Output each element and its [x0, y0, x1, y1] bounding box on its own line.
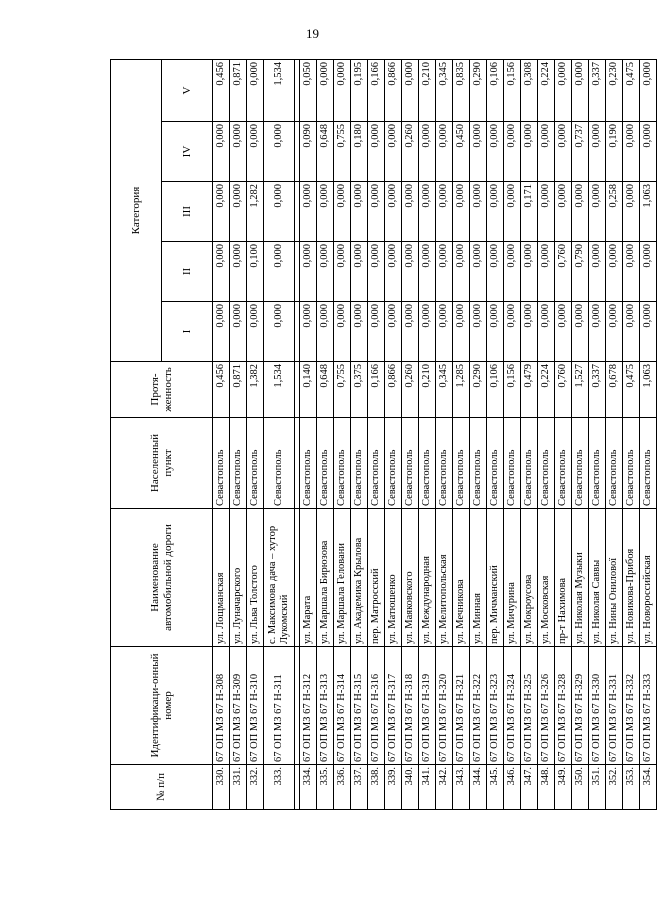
- category-1-cell: 0,000: [521, 302, 538, 362]
- category-2-cell: 0,790: [572, 242, 589, 302]
- category-2-cell: 0,000: [623, 242, 640, 302]
- category-5-cell: 0,000: [317, 59, 334, 121]
- rotated-table-container: [110, 60, 653, 810]
- category-5-cell: 0,000: [247, 59, 264, 121]
- row-number-cell: 330.: [213, 765, 230, 810]
- row-number-cell: 352.: [606, 765, 623, 810]
- category-4-cell: 0,000: [470, 122, 487, 182]
- row-number-cell: 333.: [264, 765, 295, 810]
- length-cell: 1,527: [572, 362, 589, 418]
- category-3-cell: 0,000: [419, 182, 436, 242]
- category-1-cell: 0,000: [351, 302, 368, 362]
- category-4-cell: 0,000: [538, 122, 555, 182]
- row-number-cell: 331.: [230, 765, 247, 810]
- table-row: [351, 59, 368, 809]
- header-id: Идентификаци-онный номер: [111, 647, 213, 765]
- road-id-cell: 67 ОП МЗ 67 Н-315: [351, 647, 368, 765]
- row-number-cell: 350.: [572, 765, 589, 810]
- category-3-cell: 0,000: [538, 182, 555, 242]
- road-id-cell: 67 ОП МЗ 67 Н-328: [555, 647, 572, 765]
- header-cat-5: V: [162, 59, 213, 121]
- category-3-cell: 0,000: [385, 182, 402, 242]
- table-row: [300, 59, 317, 809]
- category-3-cell: 0,000: [351, 182, 368, 242]
- header-cat-1: I: [162, 302, 213, 362]
- roads-table-body: [111, 59, 657, 809]
- road-name-cell: ул. Минная: [470, 509, 487, 647]
- row-number-cell: 346.: [504, 765, 521, 810]
- category-3-cell: 0,000: [300, 182, 317, 242]
- road-name-cell: ул. Николая Музыки: [572, 509, 589, 647]
- locality-cell: Севастополь: [436, 418, 453, 509]
- length-cell: 0,156: [504, 362, 521, 418]
- category-5-cell: 0,871: [230, 59, 247, 121]
- road-name-cell: ул. Мичурина: [504, 509, 521, 647]
- road-id-cell: 67 ОП МЗ 67 Н-324: [504, 647, 521, 765]
- road-id-cell: 67 ОП МЗ 67 Н-321: [453, 647, 470, 765]
- category-2-cell: 0,000: [453, 242, 470, 302]
- table-row: [264, 59, 295, 809]
- table-row: [640, 59, 657, 809]
- category-4-cell: 0,000: [264, 122, 295, 182]
- road-id-cell: 67 ОП МЗ 67 Н-318: [402, 647, 419, 765]
- road-name-cell: ул. Нины Онилової: [606, 509, 623, 647]
- row-number-cell: 351.: [589, 765, 606, 810]
- length-cell: 0,648: [317, 362, 334, 418]
- category-1-cell: 0,000: [623, 302, 640, 362]
- category-3-cell: 0,000: [487, 182, 504, 242]
- category-5-cell: 0,000: [572, 59, 589, 121]
- category-2-cell: 0,000: [385, 242, 402, 302]
- locality-cell: Севастополь: [453, 418, 470, 509]
- road-name-cell-text: с. Максимова дача – хутор Лукомский: [267, 525, 290, 644]
- row-number-cell: 353.: [623, 765, 640, 810]
- category-1-cell: 0,000: [589, 302, 606, 362]
- road-name-cell: ул. Лощманская: [213, 509, 230, 647]
- road-id-cell: 67 ОП МЗ 67 Н-312: [300, 647, 317, 765]
- road-name-cell: ул. Новороссийская: [640, 509, 657, 647]
- category-3-cell: 0,000: [555, 182, 572, 242]
- length-cell: 0,456: [213, 362, 230, 418]
- road-id-cell: 67 ОП МЗ 67 Н-322: [470, 647, 487, 765]
- table-row: [385, 59, 402, 809]
- road-name-cell: пр-т Нахимова: [555, 509, 572, 647]
- table-row: [368, 59, 385, 809]
- locality-cell: Севастополь: [213, 418, 230, 509]
- category-2-cell: 0,000: [504, 242, 521, 302]
- locality-cell: Севастополь: [230, 418, 247, 509]
- category-4-cell: 0,737: [572, 122, 589, 182]
- road-name-cell: ул. Московская: [538, 509, 555, 647]
- header-cat-3: III: [162, 182, 213, 242]
- category-3-cell: 0,000: [230, 182, 247, 242]
- table-row: [317, 59, 334, 809]
- category-2-cell: 0,000: [470, 242, 487, 302]
- table-row: [334, 59, 351, 809]
- category-3-cell: 0,000: [470, 182, 487, 242]
- category-3-cell: 0,000: [368, 182, 385, 242]
- category-3-cell: 0,000: [436, 182, 453, 242]
- category-1-cell: 0,000: [230, 302, 247, 362]
- category-1-cell: 0,000: [368, 302, 385, 362]
- category-3-cell: 0,000: [623, 182, 640, 242]
- road-id-cell: 67 ОП МЗ 67 Н-331: [606, 647, 623, 765]
- road-name-cell: ул. Марата: [300, 509, 317, 647]
- category-3-cell: 0,000: [504, 182, 521, 242]
- length-cell: 0,866: [385, 362, 402, 418]
- category-4-cell: 0,000: [555, 122, 572, 182]
- row-number-cell: 332.: [247, 765, 264, 810]
- header-name: Наименование автомобильной дороги: [111, 509, 213, 647]
- category-4-cell: 0,000: [385, 122, 402, 182]
- length-cell: 1,063: [640, 362, 657, 418]
- category-4-cell: 0,450: [453, 122, 470, 182]
- category-1-cell: 0,000: [419, 302, 436, 362]
- category-4-cell: 0,000: [589, 122, 606, 182]
- category-1-cell: 0,000: [264, 302, 295, 362]
- category-5-cell: 0,000: [334, 59, 351, 121]
- road-name-cell: пер. Матросский: [368, 509, 385, 647]
- header-cat-4: IV: [162, 122, 213, 182]
- category-5-cell: 0,337: [589, 59, 606, 121]
- table-row: [247, 59, 264, 809]
- row-number-cell: 344.: [470, 765, 487, 810]
- length-cell: 0,375: [351, 362, 368, 418]
- header-row-top: [111, 59, 162, 809]
- category-1-cell: 0,000: [317, 302, 334, 362]
- category-2-cell: 0,000: [419, 242, 436, 302]
- table-row: [230, 59, 247, 809]
- road-id-cell: 67 ОП МЗ 67 Н-311: [264, 647, 295, 765]
- road-id-cell: 67 ОП МЗ 67 Н-325: [521, 647, 538, 765]
- road-name-cell: ул. Академика Крылова: [351, 509, 368, 647]
- category-5-cell: 1,534: [264, 59, 295, 121]
- locality-cell: Севастополь: [487, 418, 504, 509]
- road-id-cell: 67 ОП МЗ 67 Н-317: [385, 647, 402, 765]
- road-name-cell: ул. Международная: [419, 509, 436, 647]
- category-2-cell: 0,000: [317, 242, 334, 302]
- header-category: Категория: [111, 59, 162, 361]
- header-cat-2: II: [162, 242, 213, 302]
- header-locality: Населенный пункт: [111, 418, 213, 509]
- category-5-cell: 0,866: [385, 59, 402, 121]
- category-2-cell: 0,000: [538, 242, 555, 302]
- row-number-cell: 334.: [300, 765, 317, 810]
- category-5-cell: 0,835: [453, 59, 470, 121]
- category-5-cell: 0,166: [368, 59, 385, 121]
- locality-cell: Севастополь: [521, 418, 538, 509]
- category-3-cell: 0,000: [334, 182, 351, 242]
- road-name-cell: пер. Мичманский: [487, 509, 504, 647]
- category-5-cell: 0,000: [402, 59, 419, 121]
- length-cell: 0,140: [300, 362, 317, 418]
- category-2-cell: 0,000: [487, 242, 504, 302]
- category-3-cell: 0,000: [264, 182, 295, 242]
- length-cell: 0,260: [402, 362, 419, 418]
- road-id-cell: 67 ОП МЗ 67 Н-326: [538, 647, 555, 765]
- road-id-cell: 67 ОП МЗ 67 Н-332: [623, 647, 640, 765]
- category-2-cell: 0,000: [300, 242, 317, 302]
- category-1-cell: 0,000: [213, 302, 230, 362]
- road-name-cell: ул. Луначарского: [230, 509, 247, 647]
- header-no: № п/п: [111, 765, 213, 810]
- row-number-cell: 338.: [368, 765, 385, 810]
- table-row: [470, 59, 487, 809]
- category-2-cell: 0,000: [606, 242, 623, 302]
- road-name-cell: ул. Мелитопольская: [436, 509, 453, 647]
- category-4-cell: 0,260: [402, 122, 419, 182]
- row-number-cell: 349.: [555, 765, 572, 810]
- road-name-cell: ул. Матюшенко: [385, 509, 402, 647]
- locality-cell: Севастополь: [470, 418, 487, 509]
- row-number-cell: 347.: [521, 765, 538, 810]
- road-name-cell: [264, 509, 295, 647]
- category-3-cell: 0,000: [589, 182, 606, 242]
- category-3-cell: 0,000: [402, 182, 419, 242]
- category-2-cell: 0,760: [555, 242, 572, 302]
- category-3-cell: 0,258: [606, 182, 623, 242]
- locality-cell: Севастополь: [385, 418, 402, 509]
- category-4-cell: 0,000: [368, 122, 385, 182]
- locality-cell: Севастополь: [606, 418, 623, 509]
- locality-cell: Севастополь: [351, 418, 368, 509]
- table-row: [538, 59, 555, 809]
- road-id-cell: 67 ОП МЗ 67 Н-333: [640, 647, 657, 765]
- category-1-cell: 0,000: [385, 302, 402, 362]
- category-5-cell: 0,456: [213, 59, 230, 121]
- category-1-cell: 0,000: [538, 302, 555, 362]
- row-number-cell: 348.: [538, 765, 555, 810]
- table-row: [504, 59, 521, 809]
- category-4-cell: 0,000: [521, 122, 538, 182]
- category-5-cell: 0,308: [521, 59, 538, 121]
- category-5-cell: 0,224: [538, 59, 555, 121]
- category-2-cell: 0,000: [402, 242, 419, 302]
- category-2-cell: 0,000: [334, 242, 351, 302]
- row-number-cell: 342.: [436, 765, 453, 810]
- category-1-cell: 0,000: [334, 302, 351, 362]
- road-id-cell: 67 ОП МЗ 67 Н-308: [213, 647, 230, 765]
- locality-cell: Севастополь: [402, 418, 419, 509]
- length-cell: 0,224: [538, 362, 555, 418]
- length-cell: 0,678: [606, 362, 623, 418]
- category-5-cell: 0,475: [623, 59, 640, 121]
- category-4-cell: 0,000: [247, 122, 264, 182]
- row-number-cell: 343.: [453, 765, 470, 810]
- category-2-cell: 0,000: [436, 242, 453, 302]
- category-2-cell: 0,000: [521, 242, 538, 302]
- table-row: [555, 59, 572, 809]
- category-1-cell: 0,000: [402, 302, 419, 362]
- table-row: [521, 59, 538, 809]
- length-cell: 0,755: [334, 362, 351, 418]
- category-5-cell: 0,345: [436, 59, 453, 121]
- category-4-cell: 0,090: [300, 122, 317, 182]
- road-id-cell: 67 ОП МЗ 67 Н-330: [589, 647, 606, 765]
- locality-cell: Севастополь: [300, 418, 317, 509]
- category-1-cell: 0,000: [300, 302, 317, 362]
- row-number-cell: 354.: [640, 765, 657, 810]
- category-1-cell: 0,000: [606, 302, 623, 362]
- category-5-cell: 0,290: [470, 59, 487, 121]
- table-row: [436, 59, 453, 809]
- category-2-cell: 0,000: [264, 242, 295, 302]
- category-2-cell: 0,000: [351, 242, 368, 302]
- road-id-cell: 67 ОП МЗ 67 Н-310: [247, 647, 264, 765]
- locality-cell: Севастополь: [247, 418, 264, 509]
- row-number-cell: 340.: [402, 765, 419, 810]
- category-5-cell: 0,000: [640, 59, 657, 121]
- category-4-cell: 0,755: [334, 122, 351, 182]
- category-4-cell: 0,000: [504, 122, 521, 182]
- row-number-cell: 335.: [317, 765, 334, 810]
- category-4-cell: 0,648: [317, 122, 334, 182]
- length-cell: 0,210: [419, 362, 436, 418]
- road-id-cell: 67 ОП МЗ 67 Н-329: [572, 647, 589, 765]
- locality-cell: Севастополь: [555, 418, 572, 509]
- road-name-cell: ул. Мечникова: [453, 509, 470, 647]
- table-row: [589, 59, 606, 809]
- table-row: [419, 59, 436, 809]
- road-id-cell: 67 ОП МЗ 67 Н-313: [317, 647, 334, 765]
- road-name-cell: ул. Маяковского: [402, 509, 419, 647]
- table-row: [572, 59, 589, 809]
- locality-cell: Севастополь: [264, 418, 295, 509]
- page-number: 19: [306, 26, 319, 41]
- length-cell: 1,534: [264, 362, 295, 418]
- row-number-cell: 337.: [351, 765, 368, 810]
- category-2-cell: 0,000: [368, 242, 385, 302]
- category-4-cell: 0,000: [436, 122, 453, 182]
- length-cell: 0,345: [436, 362, 453, 418]
- length-cell: 0,760: [555, 362, 572, 418]
- row-number-cell: 345.: [487, 765, 504, 810]
- category-1-cell: 0,000: [436, 302, 453, 362]
- category-5-cell: 0,210: [419, 59, 436, 121]
- category-1-cell: 0,000: [504, 302, 521, 362]
- locality-cell: Севастополь: [368, 418, 385, 509]
- category-3-cell: 0,000: [317, 182, 334, 242]
- category-1-cell: 0,000: [572, 302, 589, 362]
- locality-cell: Севастополь: [538, 418, 555, 509]
- category-1-cell: 0,000: [640, 302, 657, 362]
- category-5-cell: 0,000: [555, 59, 572, 121]
- length-cell: 1,382: [247, 362, 264, 418]
- category-5-cell: 0,106: [487, 59, 504, 121]
- category-2-cell: 0,000: [589, 242, 606, 302]
- category-4-cell: 0,000: [230, 122, 247, 182]
- category-3-cell: 1,063: [640, 182, 657, 242]
- category-3-cell: 1,282: [247, 182, 264, 242]
- category-2-cell: 0,000: [213, 242, 230, 302]
- locality-cell: Севастополь: [640, 418, 657, 509]
- length-cell: 0,106: [487, 362, 504, 418]
- length-cell: 0,290: [470, 362, 487, 418]
- category-2-cell: 0,100: [247, 242, 264, 302]
- category-3-cell: 0,000: [453, 182, 470, 242]
- road-id-cell: 67 ОП МЗ 67 Н-319: [419, 647, 436, 765]
- locality-cell: Севастополь: [334, 418, 351, 509]
- category-5-cell: 0,156: [504, 59, 521, 121]
- table-row: [402, 59, 419, 809]
- table-row: [213, 59, 230, 809]
- category-2-cell: 0,000: [640, 242, 657, 302]
- category-1-cell: 0,000: [453, 302, 470, 362]
- category-3-cell: 0,000: [572, 182, 589, 242]
- locality-cell: Севастополь: [504, 418, 521, 509]
- table-row: [453, 59, 470, 809]
- road-id-cell: 67 ОП МЗ 67 Н-316: [368, 647, 385, 765]
- road-id-cell: 67 ОП МЗ 67 Н-323: [487, 647, 504, 765]
- category-4-cell: 0,190: [606, 122, 623, 182]
- road-name-cell: ул. Мокроусова: [521, 509, 538, 647]
- category-5-cell: 0,195: [351, 59, 368, 121]
- road-name-cell: ул. Новикова-Прибоя: [623, 509, 640, 647]
- table-row: [606, 59, 623, 809]
- row-number-cell: 336.: [334, 765, 351, 810]
- length-cell: 0,166: [368, 362, 385, 418]
- category-4-cell: 0,000: [623, 122, 640, 182]
- road-id-cell: 67 ОП МЗ 67 Н-314: [334, 647, 351, 765]
- category-3-cell: 0,000: [213, 182, 230, 242]
- road-id-cell: 67 ОП МЗ 67 Н-320: [436, 647, 453, 765]
- road-name-cell: ул. Маршала Геловани: [334, 509, 351, 647]
- locality-cell: Севастополь: [419, 418, 436, 509]
- category-3-cell: 0,171: [521, 182, 538, 242]
- table-row: [623, 59, 640, 809]
- category-4-cell: 0,000: [419, 122, 436, 182]
- row-number-cell: 341.: [419, 765, 436, 810]
- category-4-cell: 0,180: [351, 122, 368, 182]
- locality-cell: Севастополь: [317, 418, 334, 509]
- category-1-cell: 0,000: [247, 302, 264, 362]
- locality-cell: Севастополь: [623, 418, 640, 509]
- category-1-cell: 0,000: [470, 302, 487, 362]
- category-5-cell: 0,050: [300, 59, 317, 121]
- road-name-cell: ул. Маршала Бирюзова: [317, 509, 334, 647]
- length-cell: 0,479: [521, 362, 538, 418]
- roads-table: [110, 59, 657, 810]
- road-name-cell: ул. Льва Толстого: [247, 509, 264, 647]
- table-row: [487, 59, 504, 809]
- locality-cell: Севастополь: [572, 418, 589, 509]
- category-2-cell: 0,000: [230, 242, 247, 302]
- row-number-cell: 339.: [385, 765, 402, 810]
- length-cell: 0,337: [589, 362, 606, 418]
- locality-cell: Севастополь: [589, 418, 606, 509]
- length-cell: 1,285: [453, 362, 470, 418]
- length-cell: 0,475: [623, 362, 640, 418]
- category-4-cell: 0,000: [213, 122, 230, 182]
- length-cell: 0,871: [230, 362, 247, 418]
- category-4-cell: 0,000: [640, 122, 657, 182]
- road-id-cell: 67 ОП МЗ 67 Н-309: [230, 647, 247, 765]
- category-5-cell: 0,230: [606, 59, 623, 121]
- category-1-cell: 0,000: [555, 302, 572, 362]
- category-1-cell: 0,000: [487, 302, 504, 362]
- header-length: Протя-женность: [111, 362, 213, 418]
- category-4-cell: 0,000: [487, 122, 504, 182]
- road-name-cell: ул. Николая Саввы: [589, 509, 606, 647]
